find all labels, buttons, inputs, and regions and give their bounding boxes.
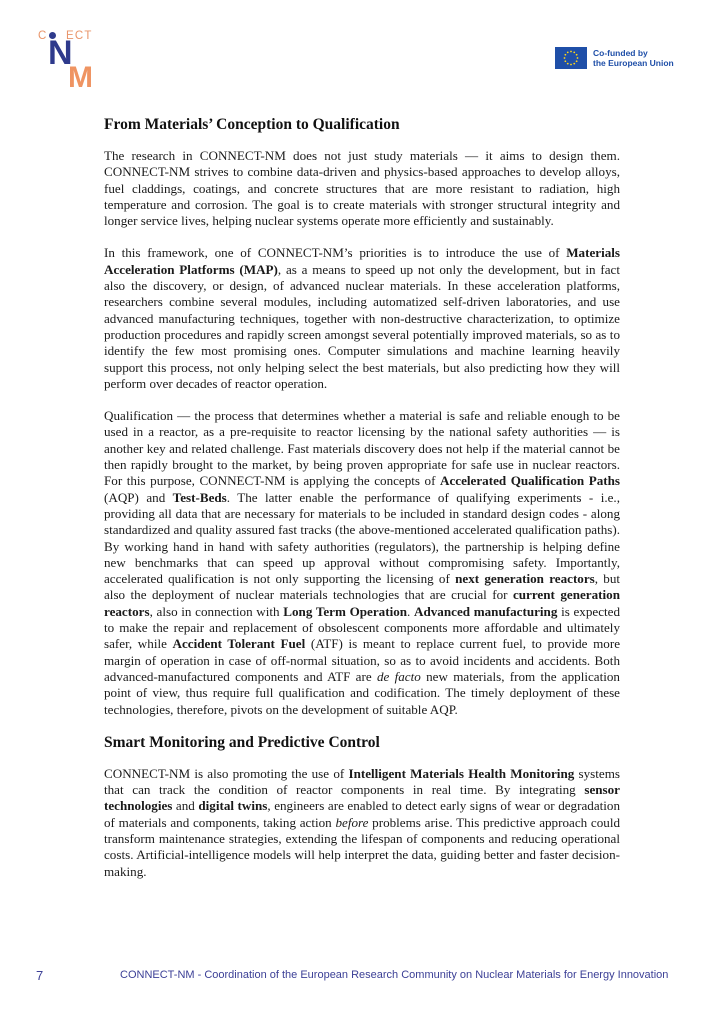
eu-badge-line1: Co-funded by <box>593 48 648 58</box>
bold-term-advanced-manufacturing: Advanced manufacturing <box>414 603 558 619</box>
section-heading-smart-monitoring: Smart Monitoring and Predictive Control <box>104 733 380 751</box>
eu-badge-text <box>593 48 674 68</box>
paragraph-monitoring <box>104 766 620 880</box>
text-run: (ATF) is meant to replace current fuel, to provide more margin of operation in case of off-normal situation, so as to avoid incidents and accidents. Both advanced-manufactured components and ATF are <box>104 636 621 684</box>
bold-term-sensor-tech: sensor technologies <box>104 782 620 814</box>
text-run: , as a means to speed up not only the development, but in fact also the discovery, or design, of advanced nuclear materials. In these acceleration platforms, researchers combine several modules, including automatized self-driven laboratories, and use advanced manufacturing techniques, together with non-destructive characterization, to optimize production procedures and rapidly screen amongst several potentially improved materials, so as to identify the few most promising ones. Computer simulations and machine learning heavily support this process, not only helping select the best materials, but also predicting how they will perform over decades of reactor operation. <box>104 261 620 391</box>
document-body <box>104 116 620 896</box>
eu-flag-icon <box>555 47 587 69</box>
bold-term-next-gen: next generation reactors <box>455 571 595 587</box>
bold-term-digital-twins: digital twins <box>198 798 268 814</box>
page-footer <box>0 968 724 988</box>
bold-term-aqp: Accelerated Qualification Paths <box>440 473 620 489</box>
bold-term-lto: Long Term Operation <box>283 603 408 619</box>
italic-de-facto: de facto <box>376 668 421 684</box>
text-run: , also in connection with <box>149 603 284 619</box>
footer-project-title: CONNECT-NM - Coordination of the European Research Community on Nuclear Materials for Energy Innovation <box>120 969 669 981</box>
logo-letter-c: C <box>38 30 48 42</box>
paragraph-research-intro: The research in CONNECT-NM does not just study materials — it aims to design them. CONNECT-NM strives to combine data-driven and physics-based approaches to develop alloys, fuel claddings, coatings, and concrete structures that are more resistant to radiation, high temperature and corrosion. The goal is to create materials with stronger structural integrity and longer service lives, helping nuclear systems operate more efficiently and sustainably. <box>104 148 620 229</box>
text-run: , engineers are enabled to detect early signs of wear or degradation of materials and components, taking action <box>104 798 621 830</box>
paragraph-qualification <box>104 408 620 718</box>
page-number: 7 <box>36 968 44 983</box>
logo-letters-ect: ECT <box>66 30 93 42</box>
text-run: In this framework, one of CONNECT-NM’s priorities is to introduce the use of <box>104 245 567 261</box>
text-run: CONNECT-NM is also promoting the use of <box>104 765 349 781</box>
logo-big-m: M <box>68 61 93 94</box>
bold-term-atf: Accident Tolerant Fuel <box>172 636 306 652</box>
bold-term-current-gen: current generation reactors <box>104 587 620 619</box>
paragraph-map <box>104 245 620 392</box>
eu-badge-line2: the European Union <box>593 58 674 68</box>
bold-term-health-monitoring: Intelligent Materials Health Monitoring <box>348 765 575 781</box>
text-run: is expected to make the repair and replacement of obsolescent components more affordable and ultimately safer, while <box>104 603 621 652</box>
text-run: systems that can track the condition of reactor components in real time. By integrating <box>104 765 620 798</box>
eu-cofunded-badge <box>555 47 674 69</box>
text-run: problems arise. This predictive approach could transform maintenance strategies, extending the lifespan of components and reducing operational costs. Artificial-intelligence models will help interpret the data, guiding better and faster decision-making. <box>104 814 621 879</box>
logo-big-n: N <box>48 34 73 72</box>
text-run: new materials, from the application point of view, thus require full qualification and codification. The timely deployment of these technologies, therefore, pivots on the development of suitable AQP. <box>104 668 620 717</box>
italic-before: before <box>335 814 369 830</box>
text-run: . <box>407 603 415 619</box>
text-run: , but also the deployment of nuclear materials technologies that are crucial for <box>104 571 621 603</box>
text-run: and <box>172 798 199 814</box>
connect-nm-logo <box>38 30 108 94</box>
text-run: (AQP) and <box>104 489 173 505</box>
bold-term-test-beds: Test-Beds <box>172 489 227 505</box>
text-run: Qualification — the process that determines whether a material is safe and reliable enough to be used in a reactor, as a pre-requisite to reactor licensing by the national safety authorities — is another key and related challenge. Fast materials discovery does not help if the material cannot be then rapidly brought to the market, by being proven appropriate for safe use in nuclear reactors. For this purpose, CONNECT-NM is applying the concepts of <box>104 408 620 489</box>
section-heading-materials-qualification: From Materials’ Conception to Qualification <box>104 116 400 133</box>
bold-term-map: Materials Acceleration Platforms (MAP) <box>104 245 620 277</box>
text-run: . The latter enable the performance of qualifying experiments - i.e., providing all data that are necessary for materials to be included in standard design codes - along standardized and quality assured fast tracks (the above-mentioned accelerated qualification paths). By working hand in hand with safety authorities (regulators), the partnership is helping define new benchmarks that can speed up approval without compromising safety. Importantly, accelerated qualification is not only supporting the licensing of <box>104 489 620 587</box>
